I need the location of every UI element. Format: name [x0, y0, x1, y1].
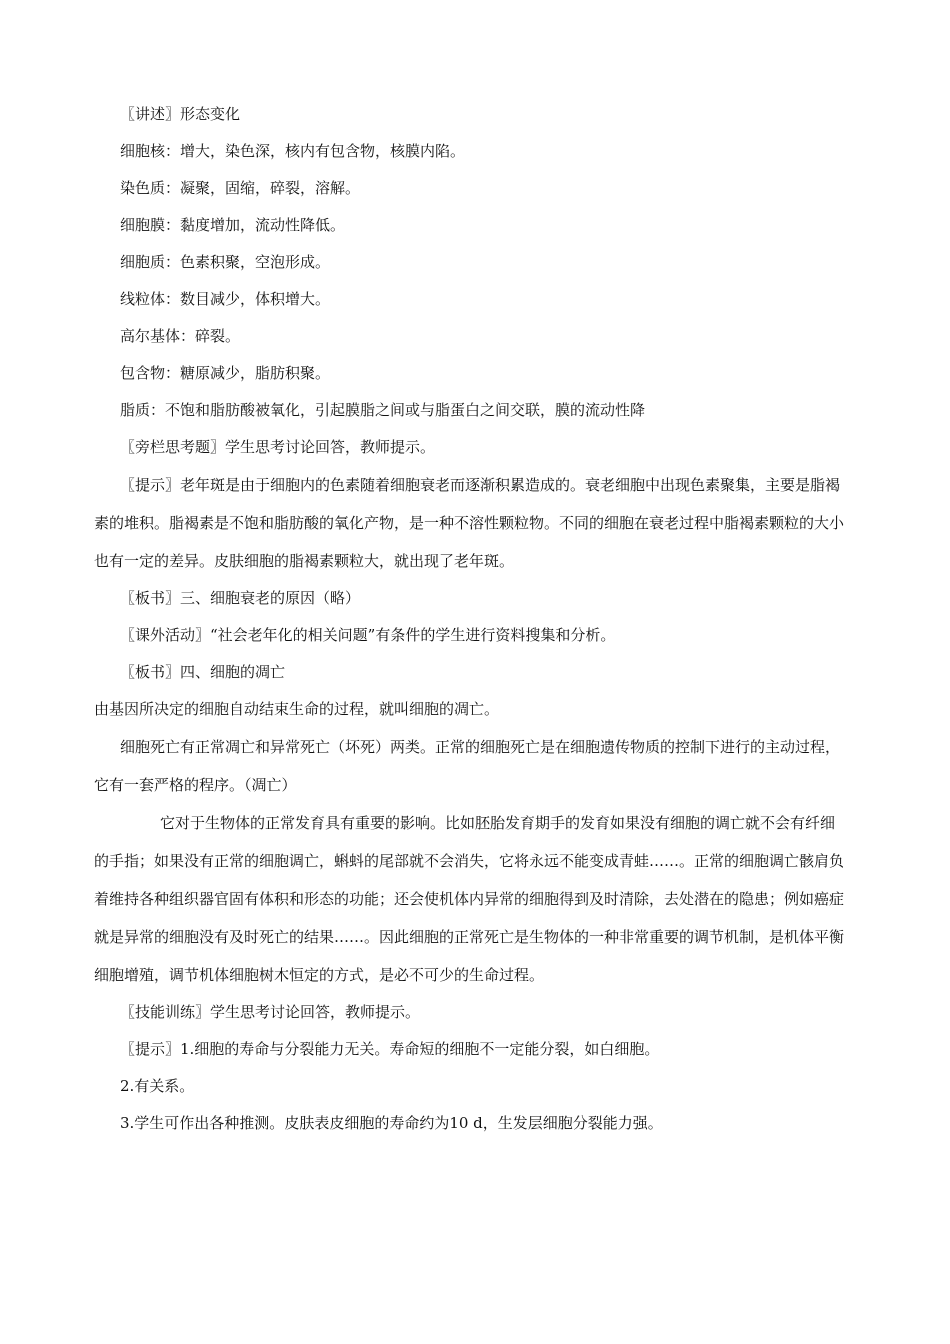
paragraph-extracurricular: 〖课外活动〗“社会老年化的相关问题”有条件的学生进行资料搜集和分析。: [120, 626, 616, 644]
paragraph-golgi: 高尔基体：碎裂。: [120, 327, 241, 345]
paragraph-board-causes: 〖板书〗三、细胞衰老的原因（略）: [120, 589, 361, 607]
paragraph-board-apoptosis: 〖板书〗四、细胞的凋亡: [120, 663, 286, 681]
paragraph-mitochondria: 线粒体：数目减少，体积增大。: [120, 290, 331, 308]
paragraph-sidebar-question: 〖旁栏思考题〗学生思考讨论回答，教师提示。: [120, 438, 436, 456]
document-body: [94, 96, 848, 1142]
paragraph-cytoplasm: 细胞质：色素积聚，空泡形成。: [120, 253, 331, 271]
paragraph-cell-membrane: 细胞膜：黏度增加，流动性降低。: [120, 216, 346, 234]
paragraph-speculation: 3.学生可作出各种推测。皮肤表皮细胞的寿命约为10 d，生发层细胞分裂能力强。: [120, 1114, 663, 1132]
paragraph-inclusions: 包含物：糖原减少，脂肪积聚。: [120, 364, 331, 382]
paragraph-chromatin: 染色质：凝聚，固缩，碎裂，溶解。: [120, 179, 361, 197]
paragraph-lipids: 脂质：不饱和脂肪酸被氧化，引起膜脂之间或与脂蛋白之间交联，膜的流动性降: [120, 401, 646, 419]
paragraph-cell-death-types: 细胞死亡有正常凋亡和异常死亡（坏死）两类。正常的细胞死亡是在细胞遗传物质的控制下进行的主动过程，它有一套严格的程序。（凋亡）: [94, 738, 841, 794]
paragraph-nucleus: 细胞核：增大，染色深，核内有包含物，核膜内陷。: [120, 142, 466, 160]
paragraph-skill-training: 〖技能训练〗学生思考讨论回答，教师提示。: [120, 1003, 421, 1021]
paragraph-hint-age-spots: 〖提示〗老年斑是由于细胞内的色素随着细胞衰老而逐渐积累造成的。衰老细胞中出现色素聚集，主要是脂褐素的堆积。脂褐素是不饱和脂肪酸的氧化产物，是一种不溶性颗粒物。不同的细胞在衰老过程中脂褐素颗粒的大小也有一定的差异。皮肤细胞的脂褐素颗粒大，就出现了老年斑。: [94, 476, 845, 570]
paragraph-apoptosis-importance: 它对于生物体的正常发育具有重要的影响。比如胚胎发育期手的发育如果没有细胞的调亡就不会有纤细的手指；如果没有正常的细胞调亡，蝌蚪的尾部就不会消失，它将永远不能变成青蛙……。正常的细胞调亡骸肩负着维持各种组织器官固有体积和形态的功能；还会使机体内异常的细胞得到及时清除，去处潜在的隐患；例如癌症就是异常的细胞没有及时死亡的结果……。因此细胞的正常死亡是生物体的一种非常重要的调节机制，是机体平衡细胞增殖，调节机体细胞树木恒定的方式，是必不可少的生命过程。: [94, 814, 845, 984]
heading-narration-morphology: 〖讲述〗形态变化: [120, 105, 241, 123]
paragraph-related: 2.有关系。: [120, 1077, 195, 1095]
paragraph-hint-lifespan: 〖提示〗1.细胞的寿命与分裂能力无关。寿命短的细胞不一定能分裂，如白细胞。: [120, 1040, 660, 1058]
paragraph-apoptosis-definition: 由基因所决定的细胞自动结束生命的过程，就叫细胞的凋亡。: [94, 700, 500, 718]
